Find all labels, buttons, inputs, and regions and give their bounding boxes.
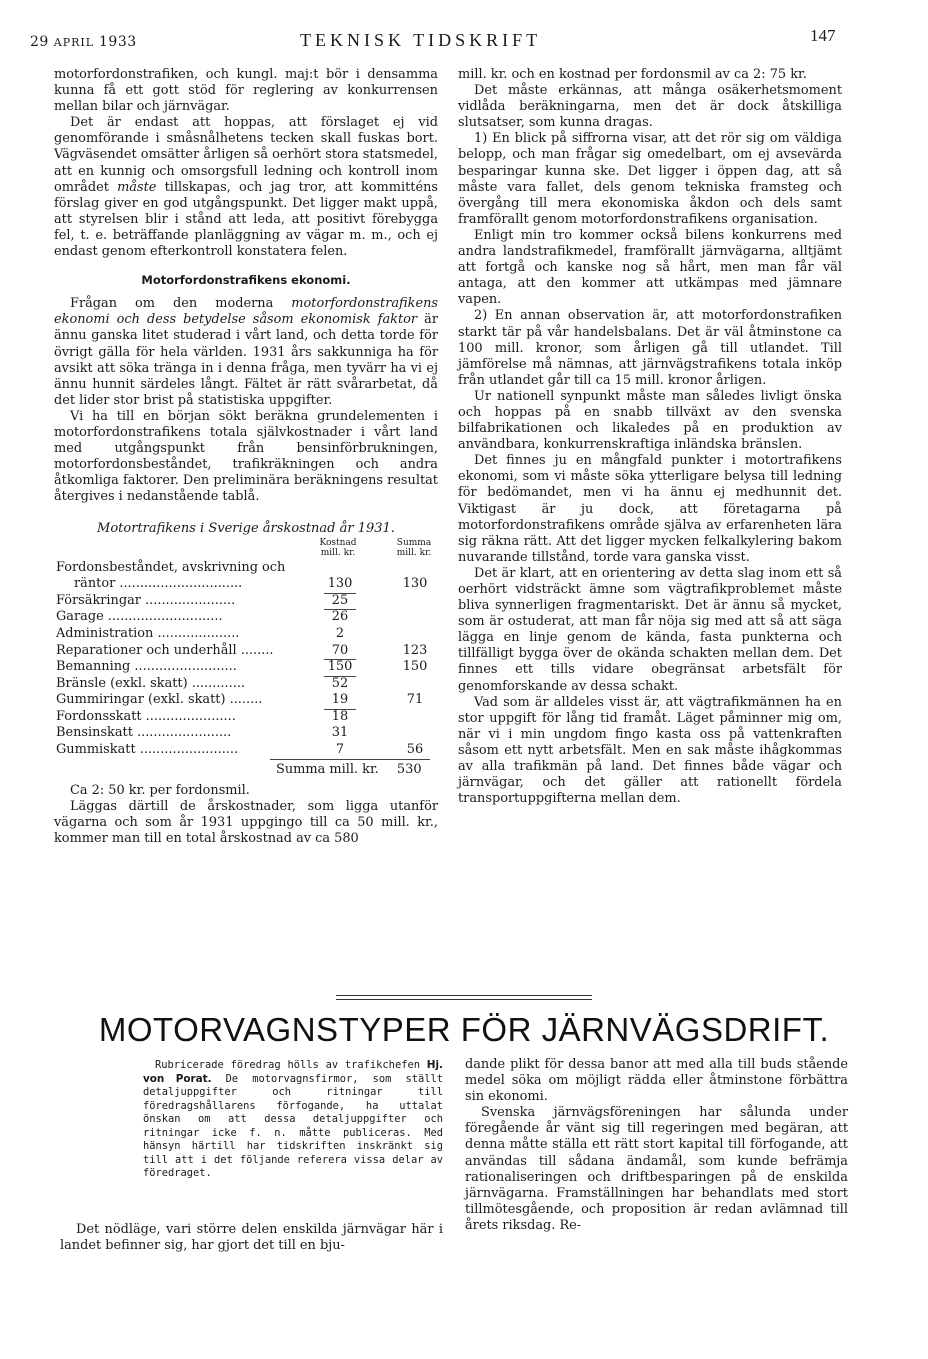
paragraph: Svenska järnvägsföreningen har sålunda under föregående år vänt sig till regeringen med begäran, att denna måtte ställa ett rätt stort kapital till förfogande, att användas till sådana ändamål, som kunde befrämja rationaliseringen och driftbesparingen på de enskilda järnvägarna. Framställningen har behandlats med stort tillmötesgående, och proposition är redan avlämnad till årets riksdag. Re- bbox=[465, 1105, 848, 1233]
total-value: 530 bbox=[396, 761, 422, 777]
article-left-column bbox=[60, 1222, 443, 1254]
table-row: Gummiringar (exkl. skatt) ........ 19 71 bbox=[54, 692, 438, 709]
paragraph: mill. kr. och en kostnad per fordonsmil av ca 2: 75 kr. bbox=[458, 67, 807, 82]
paragraph: Vi ha till en början sökt beräkna grundelementen i motorfordonstrafikens totala självkostnader i vårt land med utgångspunkt från bensinförbrukningen, motorfordonsbeståndet, trafikräkningen och andra åtkomliga faktorer. Den preliminära beräkningens resultat återgives i nedanstående tablå. bbox=[54, 408, 438, 505]
cost-column-header: Kostnad mill. kr. bbox=[319, 537, 357, 558]
total-rule bbox=[270, 759, 430, 760]
table-header bbox=[54, 538, 438, 560]
paragraph: Läggas därtill de årskostnader, som ligga utanför vägarna och som år 1931 uppgingo till ca 50 mill. kr., kommer man till en total årskostnad av ca 580 bbox=[54, 798, 438, 846]
table-row: Försäkringar ...................... 25 bbox=[54, 593, 438, 610]
paragraph: Det är klart, att en orientering av detta slag inom ett så oerhört vidsträckt ämne som vägtrafikproblemet måste bliva synnerligen fragmentariskt. Det är ännu så mycket, som är ostuderat, att man får nöja sig med att så att säga lägga en linje genom de kända, fasta punkterna och tillfälligt bygga över de okända schakten mellan dem. Det finnes ett tills vidare obegränsat arbetsfält för genomforskande av dessa schakt. bbox=[458, 565, 842, 694]
section-heading: Motorfordonstrafikens ekonomi. bbox=[141, 273, 351, 288]
sum-column-header: Summa mill. kr. bbox=[396, 537, 432, 558]
emphasis: måste bbox=[117, 179, 157, 195]
author-name: Hj. von Porat. bbox=[143, 1059, 443, 1085]
journal-title: TEKNISK TIDSKRIFT bbox=[300, 30, 542, 50]
left-column bbox=[54, 67, 438, 847]
table-row: Gummiskatt ........................ 7 56 bbox=[54, 742, 438, 759]
paragraph: Frågan om den moderna motorfordonstrafikens ekonomi och dess betydelse såsom ekonomisk faktor är ännu ganska litet studerad i vårt land, och detta torde för övrigt gälla för hela världen. 1931 års sakkunniga ha för avsikt att söka tränga in i denna fråga, men tyvärr ha vi ej ännu hunnit särdeles långt. Fältet är rätt svårarbetat, då det lider stor brist på statistiska uppgifter. bbox=[54, 296, 438, 408]
issue-month: APRIL bbox=[53, 36, 95, 49]
emphasis: motorfordonstrafikens ekonomi och dess betydelse såsom ekonomisk faktor bbox=[54, 296, 438, 328]
paragraph: Ur nationell synpunkt måste man således livligt önska och hoppas på en snabb tillväxt av den svenska bilfabrikationen och likaledes på en produktion av användbara, konkurrenskraftiga inländska bränslen. bbox=[458, 388, 842, 453]
table-row: Bemanning ......................... 150 150 bbox=[54, 659, 438, 676]
right-column bbox=[458, 67, 842, 807]
paragraph: 1) En blick på siffrorna visar, att det rör sig om väldiga belopp, och man frågar sig omedelbart, om ej avsevärda besparingar kunna ske. Det ligger i öppen dag, att så måste vara fallet, dels genom tekniska framsteg och övergång till mera ekonomiska åkdon och dels samt framförallt genom motorfordonstrafikens organisation. bbox=[458, 131, 842, 227]
article-intro bbox=[143, 1059, 443, 1181]
paragraph: dande plikt för dessa banor att med alla till buds stående medel söka om möjligt rädda eller åtminstone förbättra sin ekonomi. bbox=[465, 1057, 848, 1105]
table-total bbox=[54, 759, 438, 777]
paragraph: Enligt min tro kommer också bilens konkurrens med andra landstrafikmedel, framförallt järnvägarna, alltjämt att fortgå och kanske nog så hårt, men man får väl antaga, att den kommer att utkämpas med jämnare vapen. bbox=[458, 227, 842, 308]
article-title: MOTORVAGNSTYPER FÖR JÄRNVÄGSDRIFT. bbox=[98, 1011, 830, 1048]
paragraph: 2) En annan observation är, att motorfordonstrafiken starkt tär på vår handelsbalans. Det är väl åtminstone ca 100 mill. kronor, som årligen gå till utlandet. Till jämförelse må nämnas, att järnvägstrafikens totala inköp från utlandet går till ca 15 mill. kronor årligen. bbox=[458, 308, 842, 388]
table-row: Reparationer och underhåll ........ 70 123 bbox=[54, 643, 438, 660]
intro-paragraph: Rubricerade föredrag hölls av trafikchefen Hj. von Porat. De motorvagnsfirmor, som ställt detaljuppgifter och ritningar till föredragshållarens förfogande, ha uttalat önskan om att dessa detaljuppgifter och ritningar icke f. n. måtte publiceras. Med hänsyn härtill har tidskriften inskränkt sig till att i det följande referera vissa delar av föredraget. bbox=[143, 1059, 443, 1179]
cost-table bbox=[54, 560, 438, 759]
paragraph: Vad som är alldeles visst är, att vägtrafikmännen ha en stor uppgift för lång tid framåt. Läget påminner mig om, när vi i min ungdom fingo kasta oss på vattenkraften såsom ett nytt arbetsfält. Men en sak måste ihågkommas av alla trafikmän på land. Det finnes både vägar och järnvägar, och det gäller att rationellt fördela transportuppgifterna mellan dem. bbox=[458, 694, 842, 807]
table-row: Administration .................... 2 bbox=[56, 625, 345, 641]
table-row: räntor .............................. 130 130 bbox=[54, 576, 438, 593]
paragraph: Det finnes ju en mångfald punkter i motortrafikens ekonomi, som vi måste söka ytterligare belysa till ledning för bedömandet, men vi ha ännu ej medhunnit det. Viktigast är ju dock, att företagarna på motorfordonstrafikens område själva av erfarenheten lära sig räkna rätt. Att det ligger mycken felkalkylering bakom nuvarande tillstånd, torde vara ganska visst. bbox=[458, 453, 842, 565]
paragraph: motorfordonstrafiken, och kungl. maj:t bör i densamma kunna få ett gott stöd för reglering av konkurrensen mellan bilar och järnvägar. bbox=[54, 67, 438, 115]
issue-year: 1933 bbox=[99, 34, 137, 50]
total-label: Summa mill. kr. bbox=[276, 761, 379, 777]
table-row: Fordonsskatt ...................... 18 bbox=[56, 708, 349, 724]
paragraph: Det nödläge, vari större delen enskilda järnvägar här i landet befinner sig, har gjort det till en bju- bbox=[60, 1222, 443, 1254]
table-row: Garage ............................ 26 bbox=[56, 609, 349, 625]
issue-date bbox=[30, 34, 137, 50]
divider-rule bbox=[336, 995, 592, 996]
paragraph: Ca 2: 50 kr. per fordonsmil. bbox=[70, 782, 250, 798]
table-title: Motortrafikens i Sverige årskostnad år 1931. bbox=[97, 521, 395, 537]
table-row: Bränsle (exkl. skatt) ............. 52 bbox=[56, 675, 349, 691]
table-row: Fordonsbeståndet, avskrivning och bbox=[56, 559, 286, 575]
paragraph: Det är endast att hoppas, att förslaget ej vid genomförande i småsnålhetens tecken skall fuskas bort. Vägväsendet omsätter årligen så oerhört stora statsmedel, att en kunnig och omsorgsfull ledning och kontroll inom området måste tillskapas, och jag tror, att kommitténs förslag giver en god utgångspunkt. Det ligger makt uppå, att styrelsen blir i stånd att leda, att positivt förebygga fel, t. e. beträffande planläggning av vägar m. m., och ej endast genom efterkontroll konstatera felen. bbox=[54, 115, 438, 260]
divider-rule bbox=[336, 999, 592, 1000]
paragraph: Det måste erkännas, att många osäkerhetsmoment vidlåda beräkningarna, men det är dock åtskilliga slutsatser, som kunna dragas. bbox=[458, 83, 842, 131]
issue-day: 29 bbox=[30, 34, 49, 50]
article-right-column bbox=[465, 1057, 848, 1234]
table-row: Bensinskatt ....................... 31 bbox=[56, 725, 349, 741]
page-number: 147 bbox=[810, 26, 836, 45]
